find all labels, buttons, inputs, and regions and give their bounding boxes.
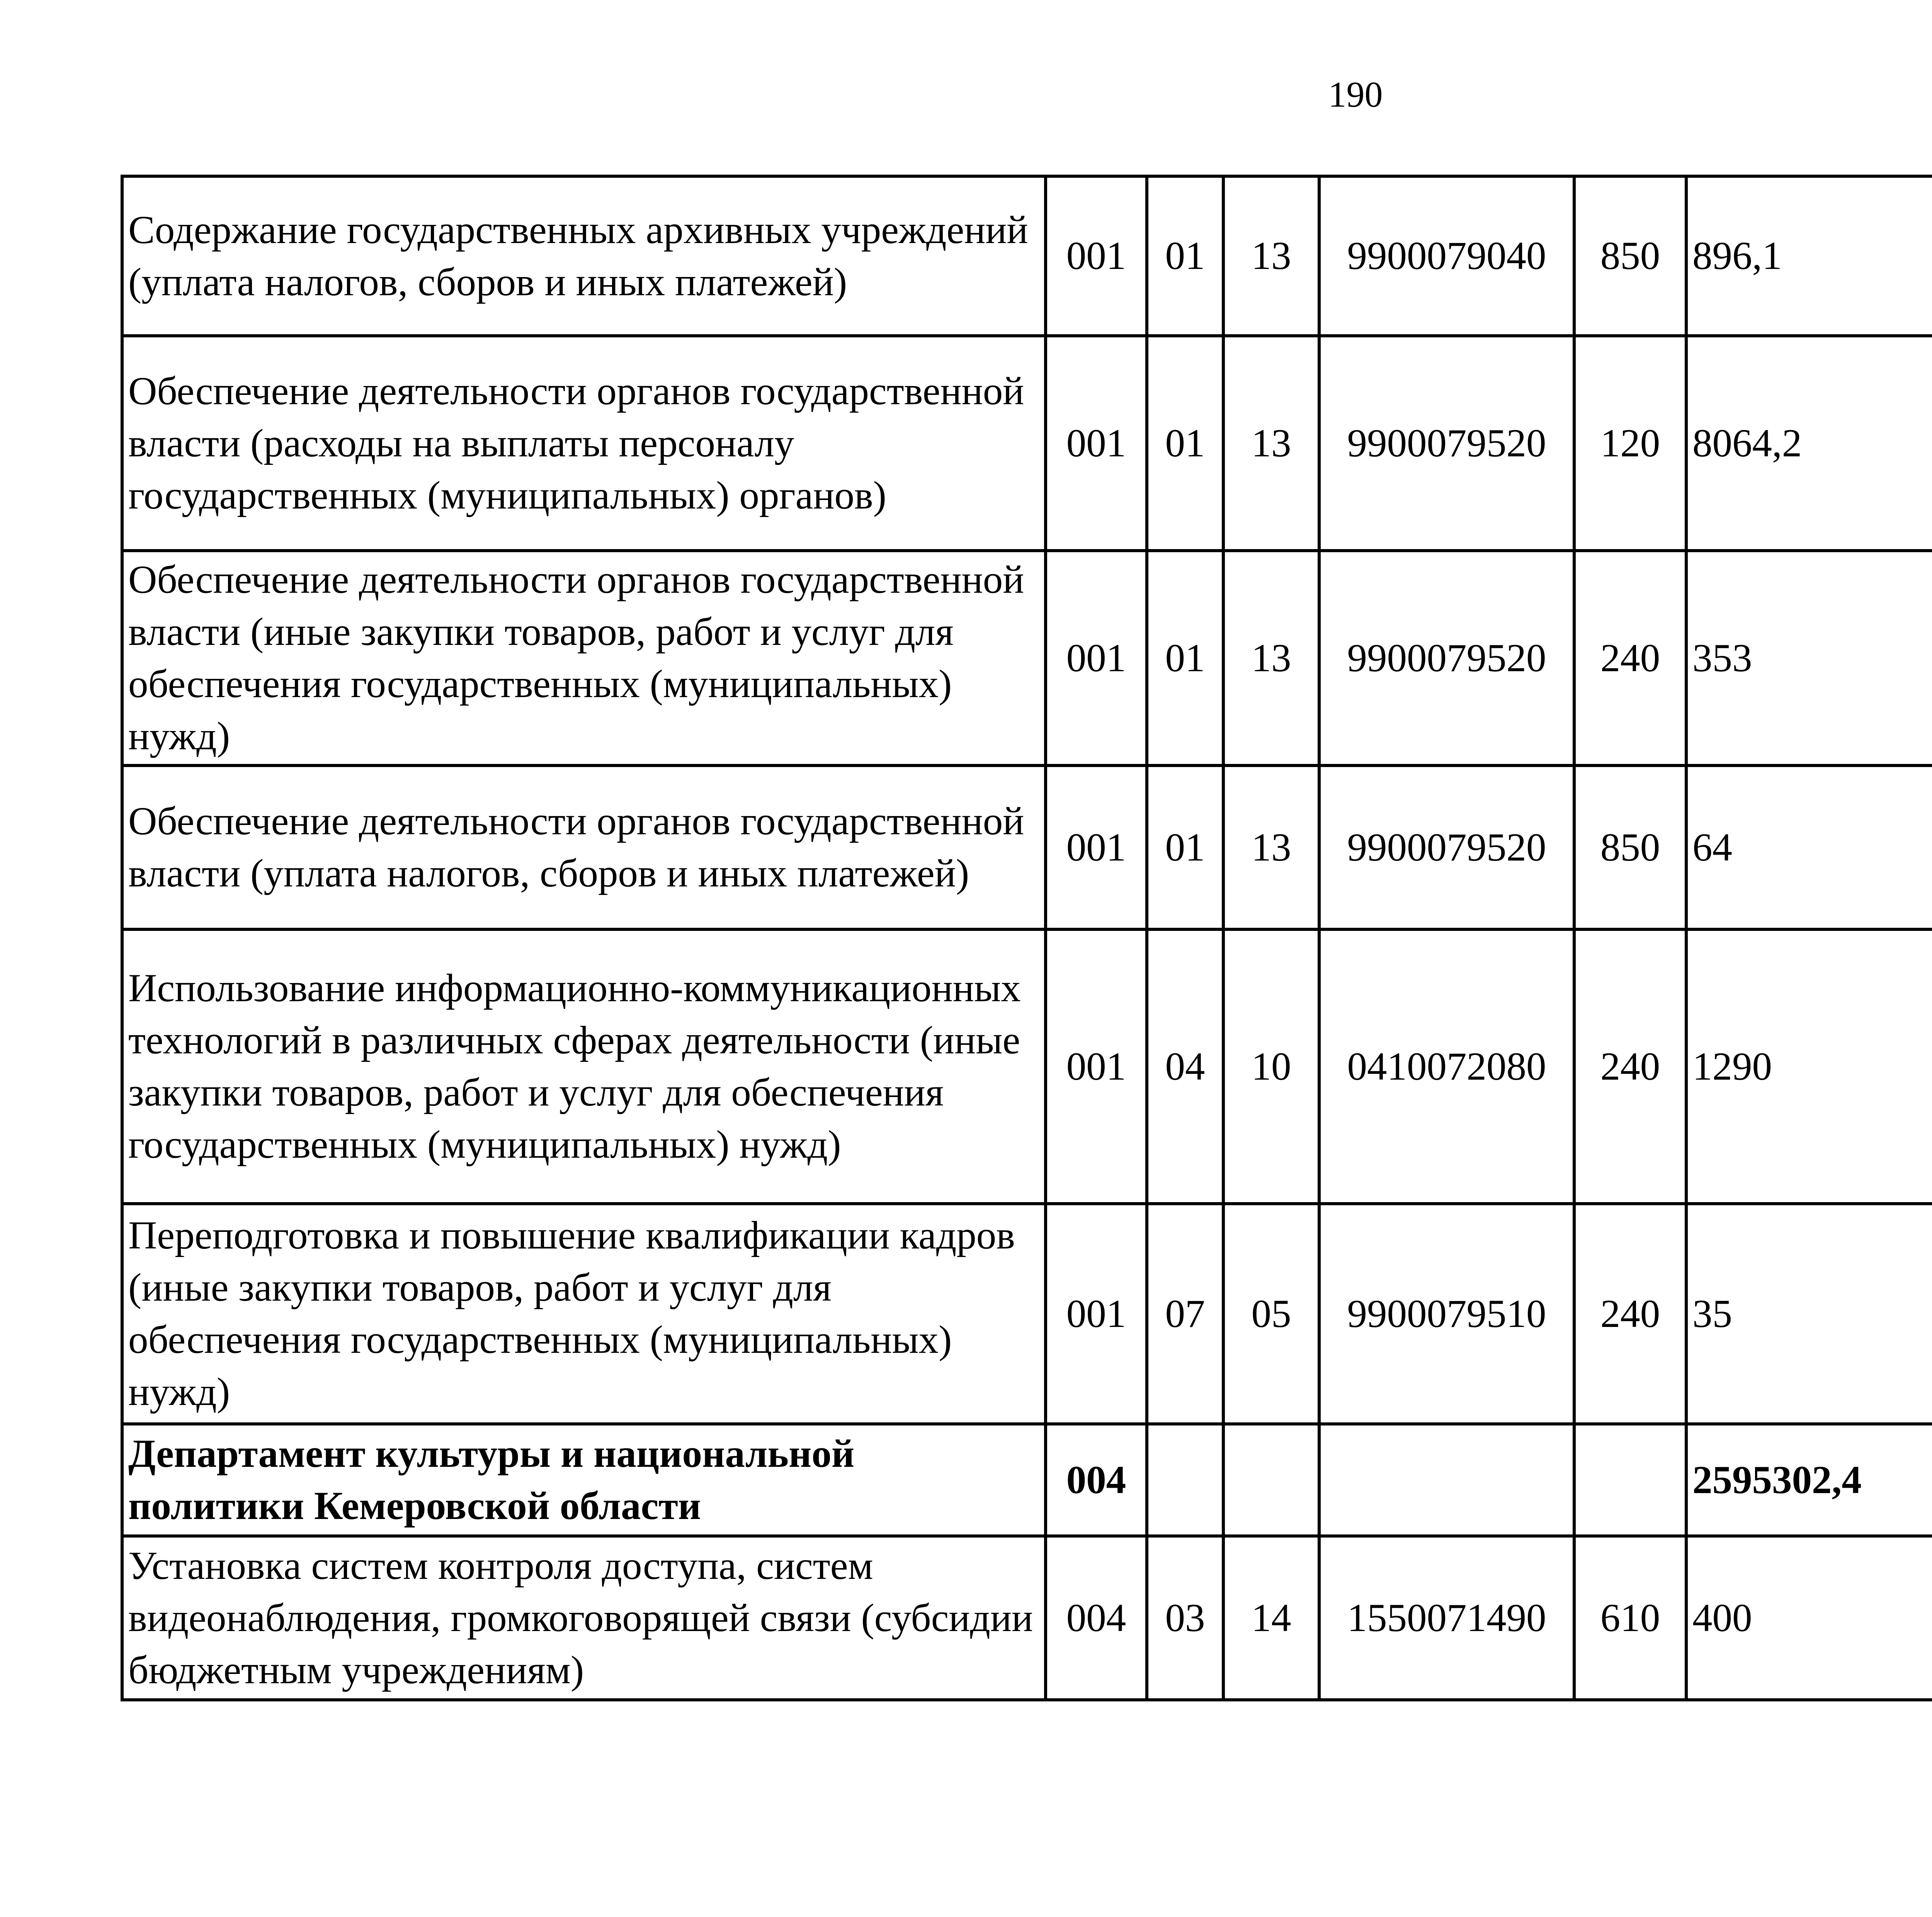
target-article-code: 9900079510: [1319, 1204, 1574, 1424]
target-article-code: 0410072080: [1319, 929, 1574, 1204]
ved-code: 004: [1046, 1424, 1147, 1536]
row-name: Обеспечение деятельности органов государственной власти (уплата налогов, сборов и иных платежей): [122, 765, 1046, 929]
amount-year-1: 896,1: [1686, 176, 1932, 336]
amount-year-1: 64: [1686, 765, 1932, 929]
target-article-code: 1550071490: [1319, 1536, 1574, 1700]
amount-year-1: 1290: [1686, 929, 1932, 1204]
subsection-code: 05: [1223, 1204, 1319, 1424]
subsection-code: [1223, 1424, 1319, 1536]
section-code: 03: [1147, 1536, 1223, 1700]
target-article-code: [1319, 1424, 1574, 1536]
ved-code: 004: [1046, 1536, 1147, 1700]
expense-type-code: 120: [1574, 336, 1686, 551]
table-row: [122, 929, 1932, 1204]
table-row-department: [122, 1424, 1932, 1536]
ved-code: 001: [1046, 551, 1147, 765]
ved-code: 001: [1046, 1204, 1147, 1424]
section-code: 01: [1147, 176, 1223, 336]
amount-year-1: 353: [1686, 551, 1932, 765]
expense-type-code: 240: [1574, 551, 1686, 765]
amount-year-1: 400: [1686, 1536, 1932, 1700]
row-name: Содержание государственных архивных учреждений (уплата налогов, сборов и иных платежей): [122, 176, 1046, 336]
page-number: 190: [1328, 75, 1383, 115]
ved-code: 001: [1046, 176, 1147, 336]
table-row: [122, 1204, 1932, 1424]
expense-type-code: 240: [1574, 929, 1686, 1204]
subsection-code: 13: [1223, 551, 1319, 765]
subsection-code: 14: [1223, 1536, 1319, 1700]
table-row: [122, 765, 1932, 929]
expense-type-code: 850: [1574, 765, 1686, 929]
table-row: [122, 1536, 1932, 1700]
expense-type-code: 240: [1574, 1204, 1686, 1424]
row-name: Обеспечение деятельности органов государственной власти (иные закупки товаров, работ и услуг для обеспечения государственных (муниципальных) нужд): [122, 551, 1046, 765]
ved-code: 001: [1046, 929, 1147, 1204]
target-article-code: 9900079520: [1319, 336, 1574, 551]
table-row: [122, 336, 1932, 551]
amount-year-1: 35: [1686, 1204, 1932, 1424]
expense-type-code: 850: [1574, 176, 1686, 336]
ved-code: 001: [1046, 765, 1147, 929]
target-article-code: 9900079520: [1319, 765, 1574, 929]
subsection-code: 13: [1223, 176, 1319, 336]
expense-type-code: 610: [1574, 1536, 1686, 1700]
row-name: Использование информационно-коммуникационных технологий в различных сферах деятельности (иные закупки товаров, работ и услуг для обеспечения государственных (муниципальных) нужд): [122, 929, 1046, 1204]
section-code: 04: [1147, 929, 1223, 1204]
row-name: Обеспечение деятельности органов государственной власти (расходы на выплаты персоналу государственных (муниципальных) органов): [122, 336, 1046, 551]
budget-table: [121, 175, 1932, 1701]
section-code: 01: [1147, 551, 1223, 765]
subsection-code: 13: [1223, 336, 1319, 551]
target-article-code: 9900079520: [1319, 551, 1574, 765]
row-name: Установка систем контроля доступа, систем видеонаблюдения, громкоговорящей связи (субсидии бюджетным учреждениям): [122, 1536, 1046, 1700]
section-code: 01: [1147, 336, 1223, 551]
subsection-code: 13: [1223, 765, 1319, 929]
section-code: 01: [1147, 765, 1223, 929]
section-code: [1147, 1424, 1223, 1536]
section-code: 07: [1147, 1204, 1223, 1424]
ved-code: 001: [1046, 336, 1147, 551]
row-name: Департамент культуры и национальной политики Кемеровской области: [122, 1424, 1046, 1536]
amount-year-1: 2595302,4: [1686, 1424, 1932, 1536]
expense-type-code: [1574, 1424, 1686, 1536]
row-name: Переподготовка и повышение квалификации кадров (иные закупки товаров, работ и услуг для обеспечения государственных (муниципальных) нужд): [122, 1204, 1046, 1424]
table-row: [122, 176, 1932, 336]
table-row: [122, 551, 1932, 765]
target-article-code: 9900079040: [1319, 176, 1574, 336]
subsection-code: 10: [1223, 929, 1319, 1204]
amount-year-1: 8064,2: [1686, 336, 1932, 551]
